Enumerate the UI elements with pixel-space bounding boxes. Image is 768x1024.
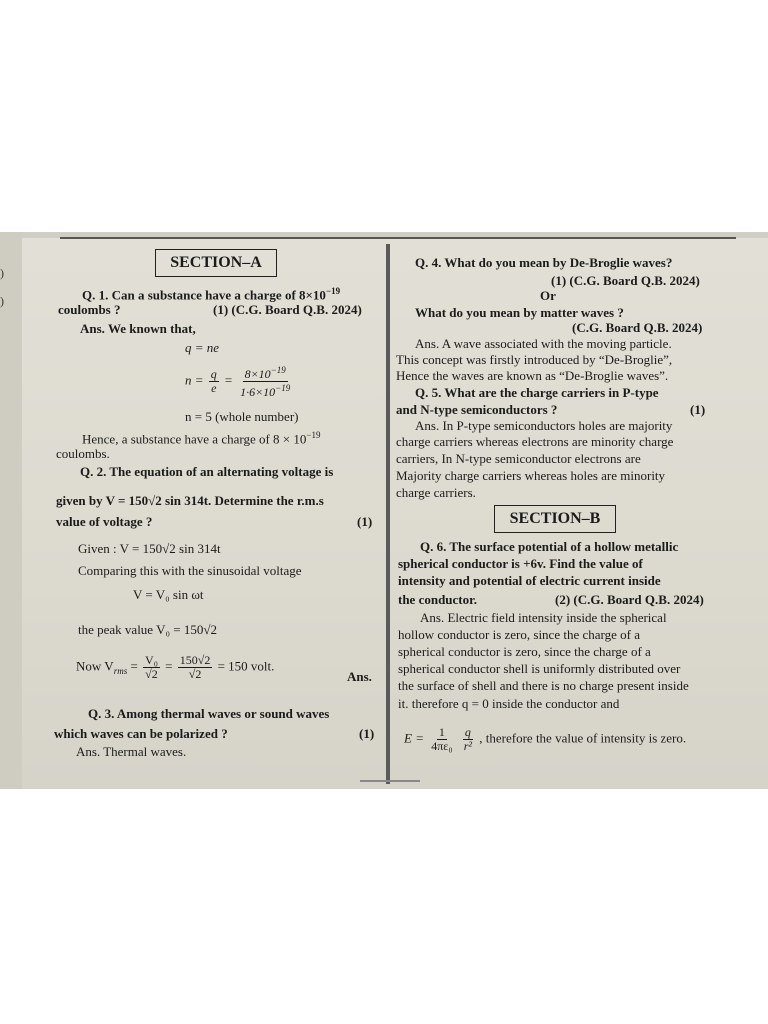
- q1-line1: Q. 1. Can a substance have a charge of 8×10: [82, 287, 326, 303]
- q2-marks: (1): [357, 514, 373, 529]
- fraction-q-over-e: [209, 368, 219, 395]
- hence-line2: coulombs.: [56, 446, 110, 461]
- eq-n-left: n =: [185, 372, 204, 388]
- e-prefix: E =: [404, 730, 424, 746]
- e-suffix: , therefore the value of intensity is zero.: [479, 730, 687, 746]
- section-b-heading: SECTION–B: [494, 505, 616, 533]
- q6-line1: Q. 6. The surface potential of a hollow metallic: [420, 539, 679, 554]
- margin-mark: ): [0, 266, 4, 280]
- q1-board-tag: (1) (C.G. Board Q.B. 2024): [213, 302, 362, 317]
- frac-num: $8\times 10^{-19}$: [244, 365, 286, 381]
- q5-answer-line1: Ans. In P-type semiconductors holes are majority: [415, 418, 673, 433]
- book-page: [0, 232, 768, 789]
- q3-marks: (1): [359, 726, 375, 741]
- q4-answer-line3: Hence the waves are known as “De-Broglie waves”.: [396, 368, 669, 383]
- q2-line1: Q. 2. The equation of an alternating voltage is: [80, 464, 334, 479]
- q6-board-tag: (2) (C.G. Board Q.B. 2024): [555, 592, 704, 607]
- q6-answer-line6: it. therefore q = 0 inside the conductor and: [398, 696, 620, 711]
- fraction-charge-ratio: [238, 364, 292, 399]
- q4-alt-board-tag: (C.G. Board Q.B. 2024): [572, 320, 703, 335]
- column-divider: [386, 244, 390, 784]
- ans-known-text: Ans. We known that,: [80, 321, 196, 336]
- q4-answer-line2: This concept was firstly introduced by “De-Broglie”,: [396, 352, 673, 367]
- q3-line2: which waves can be polarized ?: [54, 726, 228, 741]
- given-line: Given : V = 150√2 sin 314t: [78, 541, 221, 556]
- q2-line2: given by V = 150√2 sin 314t. Determine the r.m.s: [56, 493, 324, 508]
- q6-answer-line3: spherical conductor is zero, since the charge of a: [398, 644, 651, 659]
- q4-answer-line1: Ans. A wave associated with the moving particle.: [415, 336, 672, 351]
- sinusoidal-equation: V = V₀ sin ωt: [133, 587, 204, 602]
- fraction-q-over-r2: $\frac{q}{\text{r²}}$: [463, 725, 473, 753]
- rms-subscript: rms: [113, 666, 128, 677]
- fraction-150root2-root2: $\frac{150√2}{√2}$: [179, 653, 211, 681]
- or-label: Or: [540, 288, 556, 303]
- fraction-v0-root2: $\frac{\text{V₀}}{√2}$: [145, 653, 158, 681]
- equation-q-ne: q = ne: [185, 340, 220, 355]
- q2-line3: value of voltage ?: [56, 514, 153, 529]
- top-rule: [60, 237, 736, 239]
- q6-line2: spherical conductor is +6v. Find the value of: [398, 556, 643, 571]
- peak-value-line: the peak value V₀ = 150√2: [78, 622, 217, 637]
- frac-den: e: [211, 381, 217, 395]
- q6-answer-line4: spherical conductor shell is uniformly distributed over: [398, 661, 681, 676]
- q5-line2: and N-type semiconductors ?: [396, 402, 558, 417]
- q5-marks: (1): [690, 402, 706, 417]
- q6-answer-line1: Ans. Electric field intensity inside the spherical: [420, 610, 667, 625]
- frac-num: q: [210, 367, 217, 381]
- q6-line4: the conductor.: [398, 592, 477, 607]
- q5-line1: Q. 5. What are the charge carriers in P-type: [415, 385, 659, 400]
- rms-result: = 150 volt.: [217, 658, 275, 674]
- q1-line2: coulombs ?: [58, 302, 121, 317]
- q4-line1: Q. 4. What do you mean by De-Broglie waves?: [415, 255, 673, 270]
- equation-n-5: n = 5 (whole number): [185, 409, 299, 424]
- margin-mark: ): [0, 294, 4, 308]
- rms-equation: Now $V_{rms}$ = $\frac{\text{V₀}}{√2}$ = $\frac{150√2}{√2}$ = 150 volt.: [76, 653, 275, 681]
- q5-answer-line5: charge carriers.: [396, 485, 476, 500]
- q6-answer-line2: hollow conductor is zero, since the charge of a: [398, 627, 640, 642]
- page-number-stub: [360, 780, 420, 789]
- q3-line1: Q. 3. Among thermal waves or sound waves: [88, 706, 330, 721]
- field-equation: [404, 726, 686, 753]
- comparing-line: Comparing this with the sinusoidal voltage: [78, 563, 302, 578]
- q1-exponent: −19: [325, 286, 341, 296]
- left-page-margin: [0, 232, 22, 789]
- ans-label: Ans.: [347, 669, 372, 684]
- q5-answer-line2: charge carriers whereas electrons are minority charge: [396, 434, 674, 449]
- section-a-heading: SECTION–A: [155, 249, 277, 277]
- q1-text: [82, 284, 340, 302]
- equation-n: n = $\frac{q}{e}$ = $\frac{8\times 10^{-19}}{1\cdot 6\times 10^{-19}}$: [185, 365, 291, 399]
- q6-answer-line5: the surface of shell and there is no charge present inside: [398, 678, 689, 693]
- q4-alt-question: What do you mean by matter waves ?: [415, 305, 624, 320]
- frac-den: $1\cdot 6\times 10^{-19}$: [240, 383, 291, 399]
- q5-answer-line3: carriers, In N-type semiconductor electrons are: [396, 451, 641, 466]
- q3-answer: Ans. Thermal waves.: [76, 744, 187, 759]
- rms-prefix: Now V: [76, 658, 114, 674]
- q4-board-tag: (1) (C.G. Board Q.B. 2024): [551, 273, 700, 288]
- hence-line1: Hence, a substance have a charge of $8 \times 10^{-19}$: [82, 430, 321, 447]
- q5-answer-line4: Majority charge carriers whereas holes are minority: [396, 468, 666, 483]
- ans-intro: [80, 321, 196, 336]
- fraction-1-over-4pieps: $\frac{1}{\text{4πε₀}}$: [431, 725, 453, 753]
- q6-line3: intensity and potential of electric current inside: [398, 573, 661, 588]
